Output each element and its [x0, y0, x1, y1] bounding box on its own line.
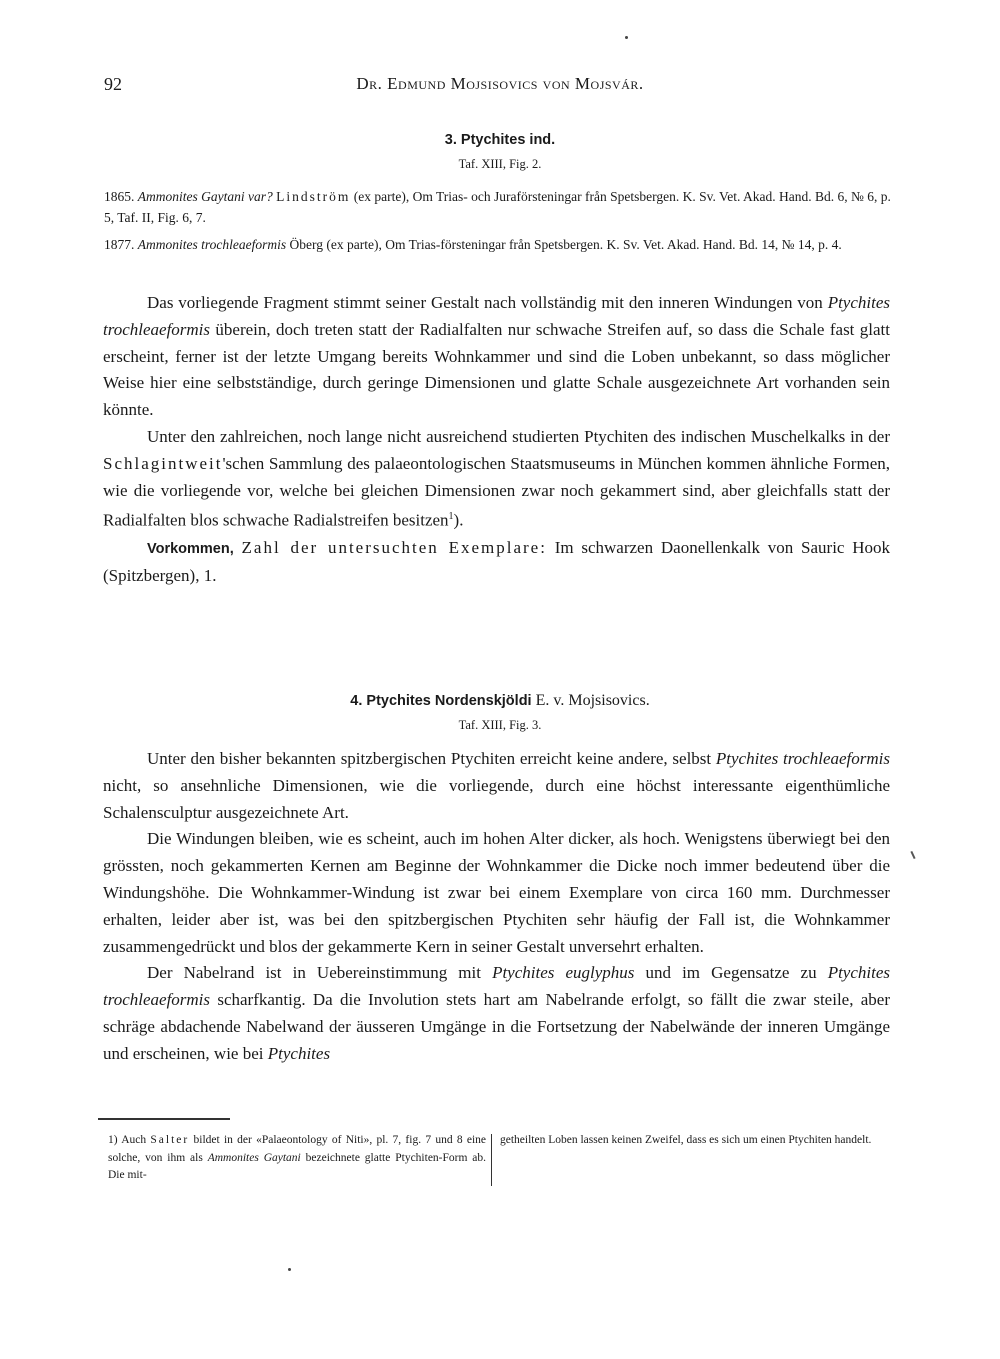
syn-author: Lindström — [276, 189, 351, 204]
synonymy-1877 — [104, 234, 894, 255]
species-4-title: 4. Ptychites Nordenskjöldi E. v. Mojsisovics. — [350, 692, 650, 709]
occurrence: Vorkommen, Zahl der untersuchten Exemplare: Im schwarzen Daonellenkalk von Sauric Hook (Spitzbergen), 1. — [103, 537, 891, 585]
synonymy-1865 — [104, 186, 894, 228]
species-4-plate: Taf. XIII, Fig. 3. — [458, 718, 542, 732]
column-divider — [491, 1134, 492, 1186]
species-3-title: 3. Ptychites ind. — [444, 132, 556, 148]
syn-reference: (ex parte), Om Trias-försteningar från Spetsbergen. K. Sv. Vet. Akad. Hand. Bd. 14, № 14, p. 4. — [326, 237, 842, 252]
footnote-right-column: getheilten Loben lassen keinen Zweifel, dass es sich um einen Ptychiten handelt. — [500, 1134, 872, 1146]
syn-name: Ammonites trochleaeformis — [137, 237, 287, 252]
species-4-description — [103, 746, 890, 1068]
scan-speck — [910, 851, 915, 859]
species-3-plate: Taf. XIII, Fig. 2. — [458, 157, 542, 171]
syn-year: 1865. — [104, 189, 135, 204]
running-header: Dr. Edmund Mojsisovics von Mojsvár. — [356, 74, 644, 93]
syn-author: Öberg — [289, 237, 323, 252]
page-number: 92 — [104, 74, 122, 94]
species-3-description — [103, 290, 890, 589]
occurrence-label: Vorkommen, — [147, 540, 234, 557]
syn-year: 1877. — [104, 237, 135, 252]
paragraph: Das vorliegende Fragment stimmt seiner Gestalt nach vollständig mit den inneren Windungen von Ptychites trochleaeformis überein, doch treten statt der Radialfalten nur schwache Streifen auf, so dass die Schale fast glatt erscheint, ferner ist der letzte Umgang bereits Wohnkammer und sind die Loben unbekannt, so dass möglicher Weise hier eine selbstständige, durch geringe Dimensionen und glatte Schale ausgezeichnete Art vorhanden sein könnte. — [103, 293, 890, 420]
paragraph: Unter den bisher bekannten spitzbergischen Ptychiten erreicht keine andere, selbst Ptychites trochleaeformis nicht, so ansehnliche Dimensionen, wie die vorliegende, durch eine höchst interessante eigenthümliche Schalensculptur ausgezeichnete Art. — [103, 749, 890, 822]
paragraph: Die Windungen bleiben, wie es scheint, auch im hohen Alter dicker, als hoch. Wenigstens überwiegt bei den grössten, noch gekammerten Kernen am Beginne der Wohnkammer die Dicke noch immer bedeutend über die Windungshöhe. Die Wohnkammer-Windung ist zwar bei einem Exemplare von circa 160 mm. Durchmesser erhalten, leider aber ist, was bei den spitzbergischen Ptychiten sehr häufig der Fall ist, die Wohnkammer zusammengedrückt und blos der gekammerte Kern in seiner Gestalt unversehrt erhalten. — [103, 829, 890, 956]
scan-speck — [288, 1268, 291, 1271]
paragraph: Der Nabelrand ist in Uebereinstimmung mit Ptychites euglyphus und im Gegensatze zu Ptychites trochleaeformis scharfkantig. Da die Involution stets hart am Nabelrande erfolgt, so fällt die zwar steile, aber schräge abdachende Nabelwand der äusseren Umgänge in die Fortsetzung der Nabelwände der inneren Umgänge und erscheinen, wie bei Ptychites — [103, 963, 891, 1063]
footnote-rule — [98, 1118, 230, 1120]
scan-speck — [625, 36, 628, 39]
footnote-ref: 1 — [448, 511, 454, 523]
footnote-left-column: 1) Auch Salter bildet in der «Palaeontology of Niti», pl. 7, fig. 7 und 8 eine solche, von ihm als Ammonites Gaytani bezeichnete glatte Ptychiten-Form ab. Die mit- — [108, 1134, 487, 1181]
syn-reference: (ex parte), Om Trias- och Juraförsteningar från Spetsbergen. K. Sv. Vet. Akad. Hand. Bd. 6, № 6, p. 5, Taf. II, Fig. 6, 7. — [104, 189, 891, 225]
paragraph: Unter den zahlreichen, noch lange nicht ausreichend studierten Ptychiten des indischen Muschelkalks in der Schlagintweit'schen Sammlung des palaeontologischen Staatsmuseums in München kommen ähnliche Formen, wie die vorliegende vor, welche bei gleichen Dimensionen zwar noch gekammert sind, aber gleichfalls statt der Radialfalten blos schwache Radialstreifen besitzen$^1$). — [103, 426, 890, 531]
syn-name: Ammonites Gaytani var? — [137, 189, 273, 204]
